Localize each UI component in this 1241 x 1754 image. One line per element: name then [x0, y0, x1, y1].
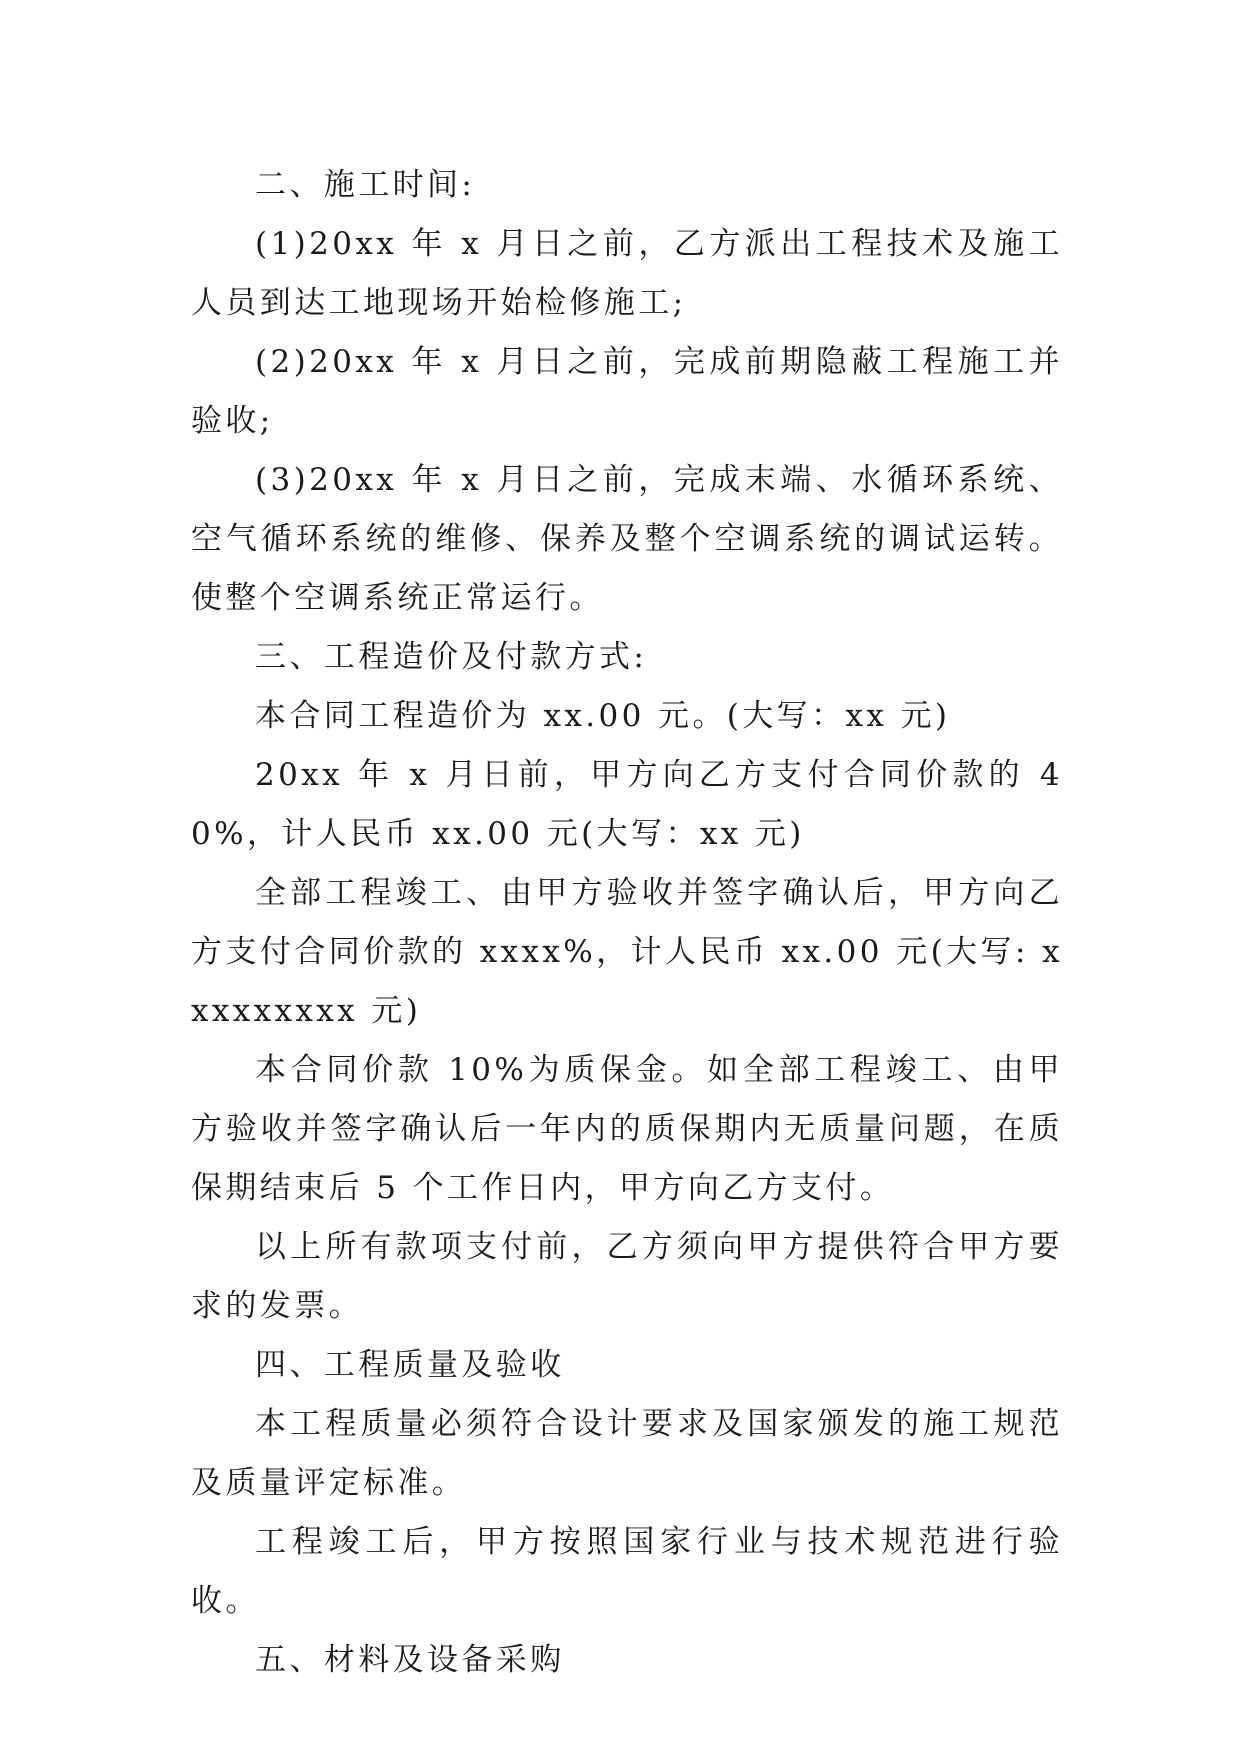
paragraph-first-payment: 20xx 年 x 月日前，甲方向乙方支付合同价款的 40%，计人民币 xx.00 元(大写：xx 元)	[191, 757, 1063, 852]
section-heading-quality-acceptance: 四、工程质量及验收	[255, 1347, 565, 1383]
paragraph-invoice-requirement: 以上所有款项支付前，乙方须向甲方提供符合甲方要求的发票。	[191, 1229, 1063, 1324]
paragraph-contract-price: 本合同工程造价为 xx.00 元。(大写：xx 元)	[255, 698, 951, 734]
paragraph-completion-payment: 全部工程竣工、由甲方验收并签字确认后，甲方向乙方支付合同价款的 xxxx%，计人民币 xx.00 元(大写: xxxxxxxxx 元)	[191, 875, 1063, 1029]
section-heading-cost-and-payment: 三、工程造价及付款方式:	[255, 639, 648, 675]
paragraph-acceptance-procedure: 工程竣工后，甲方按照国家行业与技术规范进行验收。	[191, 1524, 1063, 1619]
paragraph-quality-standard: 本工程质量必须符合设计要求及国家颁发的施工规范及质量评定标准。	[191, 1406, 1063, 1501]
paragraph-schedule-item-2: (2)20xx 年 x 月日之前，完成前期隐蔽工程施工并验收;	[191, 344, 1063, 439]
document-body	[191, 156, 1063, 1690]
paragraph-schedule-item-1: (1)20xx 年 x 月日之前，乙方派出工程技术及施工人员到达工地现场开始检修施工;	[191, 226, 1063, 321]
paragraph-schedule-item-3: (3)20xx 年 x 月日之前，完成末端、水循环系统、空气循环系统的维修、保养及整个空调系统的调试运转。使整个空调系统正常运行。	[191, 462, 1063, 616]
paragraph-warranty-deposit: 本合同价款 10%为质保金。如全部工程竣工、由甲方验收并签字确认后一年内的质保期内无质量问题，在质保期结束后 5 个工作日内，甲方向乙方支付。	[191, 1052, 1063, 1206]
section-heading-construction-time: 二、施工时间:	[255, 167, 476, 203]
section-heading-materials-procurement: 五、材料及设备采购	[255, 1642, 565, 1678]
